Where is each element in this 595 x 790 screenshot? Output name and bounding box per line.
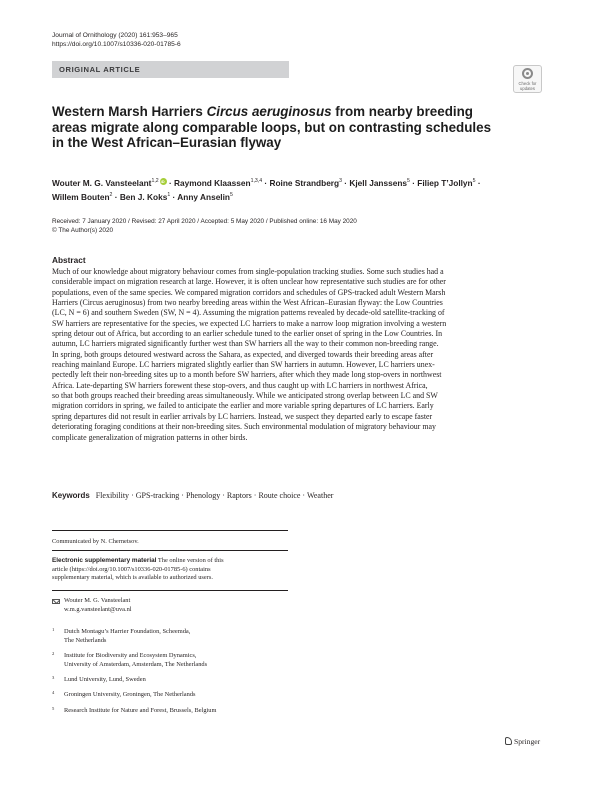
publisher-name: Springer xyxy=(514,737,541,746)
check-for-updates-label: Check for updates xyxy=(518,81,537,91)
abstract-line: reaching mainland Europe. LC harriers migrated slightly earlier than SW harriers in autumn. However, LC harriers unex- xyxy=(52,360,435,370)
author-name[interactable]: Roine Strandberg xyxy=(269,177,340,188)
envelope-icon xyxy=(52,599,60,604)
keyword: Route choice xyxy=(258,491,301,500)
author-affiliation-ref: 5 xyxy=(407,178,410,184)
communicated-by: Communicated by N. Chernetsov. xyxy=(52,538,139,545)
author-name[interactable]: Wouter M. G. Vansteelant xyxy=(52,177,152,188)
author-name[interactable]: Willem Bouten xyxy=(52,192,110,203)
affiliation-number: 4 xyxy=(52,690,55,695)
title-line-1: Western Marsh Harriers Circus aeruginosus from nearby breeding xyxy=(52,104,473,119)
keywords: Keywords Flexibility · GPS-tracking · Phenology · Raptors · Route choice · Weather xyxy=(52,491,334,500)
author-affiliation-ref: 5 xyxy=(230,192,233,199)
author-affiliation-ref: 1,2 xyxy=(151,178,159,184)
abstract-line: so that both groups reached their breeding areas simultaneously. While we anticipated strong overlap between LC and SW xyxy=(52,391,438,401)
author-affiliation-ref: 1,3,4 xyxy=(250,178,263,184)
footnote-divider xyxy=(52,590,288,591)
abstract-line: populations, even of the same species. We compared migration corridors and schedules of GPS-tracked adult Western Marsh xyxy=(52,287,446,297)
author-affiliation-ref: 1 xyxy=(167,192,171,199)
supplementary-material-note: Electronic supplementary material The online version of this article (https://doi.org/10.1007/s10336-020-01785-6) contains supplementary material, which is available to authorized users. xyxy=(52,557,288,583)
affiliation-number: 1 xyxy=(52,627,55,632)
abstract-line: spring departures did not result in earlier arrivals by LC harriers. Instead, we suspect they departed early to escape faster xyxy=(52,411,433,421)
abstract-line: spring detour out of Africa, but according to an earlier schedule tuned to the earlier onset of spring in the Low Countries. In xyxy=(52,329,443,339)
springer-horse-icon xyxy=(505,737,512,745)
journal-citation xyxy=(52,32,181,49)
keyword: Weather xyxy=(306,491,334,500)
abstract-line: Much of our knowledge about migratory behaviour comes from single-population tracking studies. Some such studies had a xyxy=(52,267,444,276)
affiliation-number: 3 xyxy=(52,675,55,680)
author-line-1: Wouter M. G. Vansteelant$^{1,2}$iD · Raymond Klaassen$^{1,3,4}$ · Roine Strandberg$^3$ · Kjell Janssens$^5$ · Filiep T’Jollyn$^5$ · xyxy=(52,175,522,189)
article-type-label: ORIGINAL ARTICLE xyxy=(59,65,141,74)
author-list xyxy=(52,175,522,204)
keyword: Raptors xyxy=(226,491,252,500)
abstract-line: autumn, LC harriers migrated significantly further west than SW harriers all the way to their common non-breeding range. xyxy=(52,339,439,349)
article-title xyxy=(52,104,522,151)
abstract-line: migration corridors in spring, we failed to anticipate the earlier and more variable spring departures of LC harriers. Early xyxy=(52,401,434,411)
abstract-line: complicate generalization of migration patterns in other birds. xyxy=(52,432,248,442)
orcid-icon[interactable] xyxy=(160,178,167,185)
author-affiliation-ref: 2 xyxy=(109,192,113,199)
keyword: Phenology xyxy=(185,491,221,500)
keyword: Flexibility xyxy=(95,491,130,500)
abstract-line: Harriers (Circus aeruginosus) from two nearby breeding areas within the West African–Eurasian flyway: the Low Countries xyxy=(52,298,443,308)
footnote-divider xyxy=(52,530,288,531)
check-for-updates-badge[interactable] xyxy=(513,65,542,93)
copyright: © The Author(s) 2020 xyxy=(52,226,114,234)
author-name[interactable]: Filiep T’Jollyn xyxy=(417,177,473,188)
esm-label: Electronic supplementary material xyxy=(52,557,157,564)
abstract-line: pectedly left their non-breeding sites up to a month before SW harriers, after which they made long stop-overs in northwest xyxy=(52,370,442,380)
author-name[interactable]: Kjell Janssens xyxy=(349,177,408,188)
article-type-banner xyxy=(52,61,289,78)
abstract-body xyxy=(52,267,544,443)
abstract-line: Africa. Late-departing SW harriers forewent these stop-overs, and thus caught up with LC harriers in northwest Africa, xyxy=(52,380,428,390)
affiliation-number: 2 xyxy=(52,651,55,656)
publication-dates xyxy=(52,218,357,235)
contact-email[interactable]: w.m.g.vansteelant@uva.nl xyxy=(64,605,132,613)
author-name[interactable]: Anny Anselin xyxy=(177,192,230,203)
author-affiliation-ref: 5 xyxy=(472,178,476,184)
author-name[interactable]: Ben J. Koks xyxy=(119,192,168,203)
author-name[interactable]: Raymond Klaassen xyxy=(174,177,251,188)
abstract-line: considerable impact on migration research at large. However, it is often unclear how representative such studies are for other xyxy=(52,277,446,287)
abstract-line: deteriorating foraging conditions at their non-breeding sites. Such environmental modulation of migratory behaviour may xyxy=(52,422,436,432)
esm-link[interactable]: article (https://doi.org/10.1007/s10336-020-01785-6) contains xyxy=(52,565,211,573)
affiliation-number: 5 xyxy=(52,706,55,711)
footnote-divider xyxy=(52,550,288,551)
keyword: GPS-tracking xyxy=(135,491,180,500)
contact-name: Wouter M. G. Vansteelant xyxy=(64,597,131,604)
abstract-line: In spring, both groups detoured westward across the Sahara, as expected, and diverged towards their breeding areas after xyxy=(52,349,434,359)
title-line-2: areas migrate along comparable loops, but on contrasting schedules xyxy=(52,119,492,135)
history-dates: Received: 7 January 2020 / Revised: 27 April 2020 / Accepted: 5 May 2020 / Published online: 16 May 2020 xyxy=(52,218,357,225)
check-for-updates-icon xyxy=(522,68,533,79)
abstract-heading: Abstract xyxy=(52,255,86,265)
doi-link[interactable]: https://doi.org/10.1007/s10336-020-01785-6 xyxy=(52,40,181,48)
abstract-line: SW harriers are representative for the species, we expected LC harriers to make a narrow loop migration involving a western xyxy=(52,318,447,328)
abstract-line: (LC, N = 6) and southern Sweden (SW, N = 4). Assuming the migration patterns revealed by decade-old satellite-tracking of xyxy=(52,308,445,318)
journal-reference: Journal of Ornithology (2020) 161:953–965 xyxy=(52,32,178,39)
author-line-2: Willem Bouten$^2$ · Ben J. Koks$^1$ · Anny Anselin$^5$ xyxy=(52,192,233,203)
title-line-3: in the West African–Eurasian flyway xyxy=(52,135,282,151)
keywords-label: Keywords xyxy=(52,491,90,500)
author-affiliation-ref: 3 xyxy=(339,178,342,184)
publisher-logo xyxy=(505,737,540,746)
